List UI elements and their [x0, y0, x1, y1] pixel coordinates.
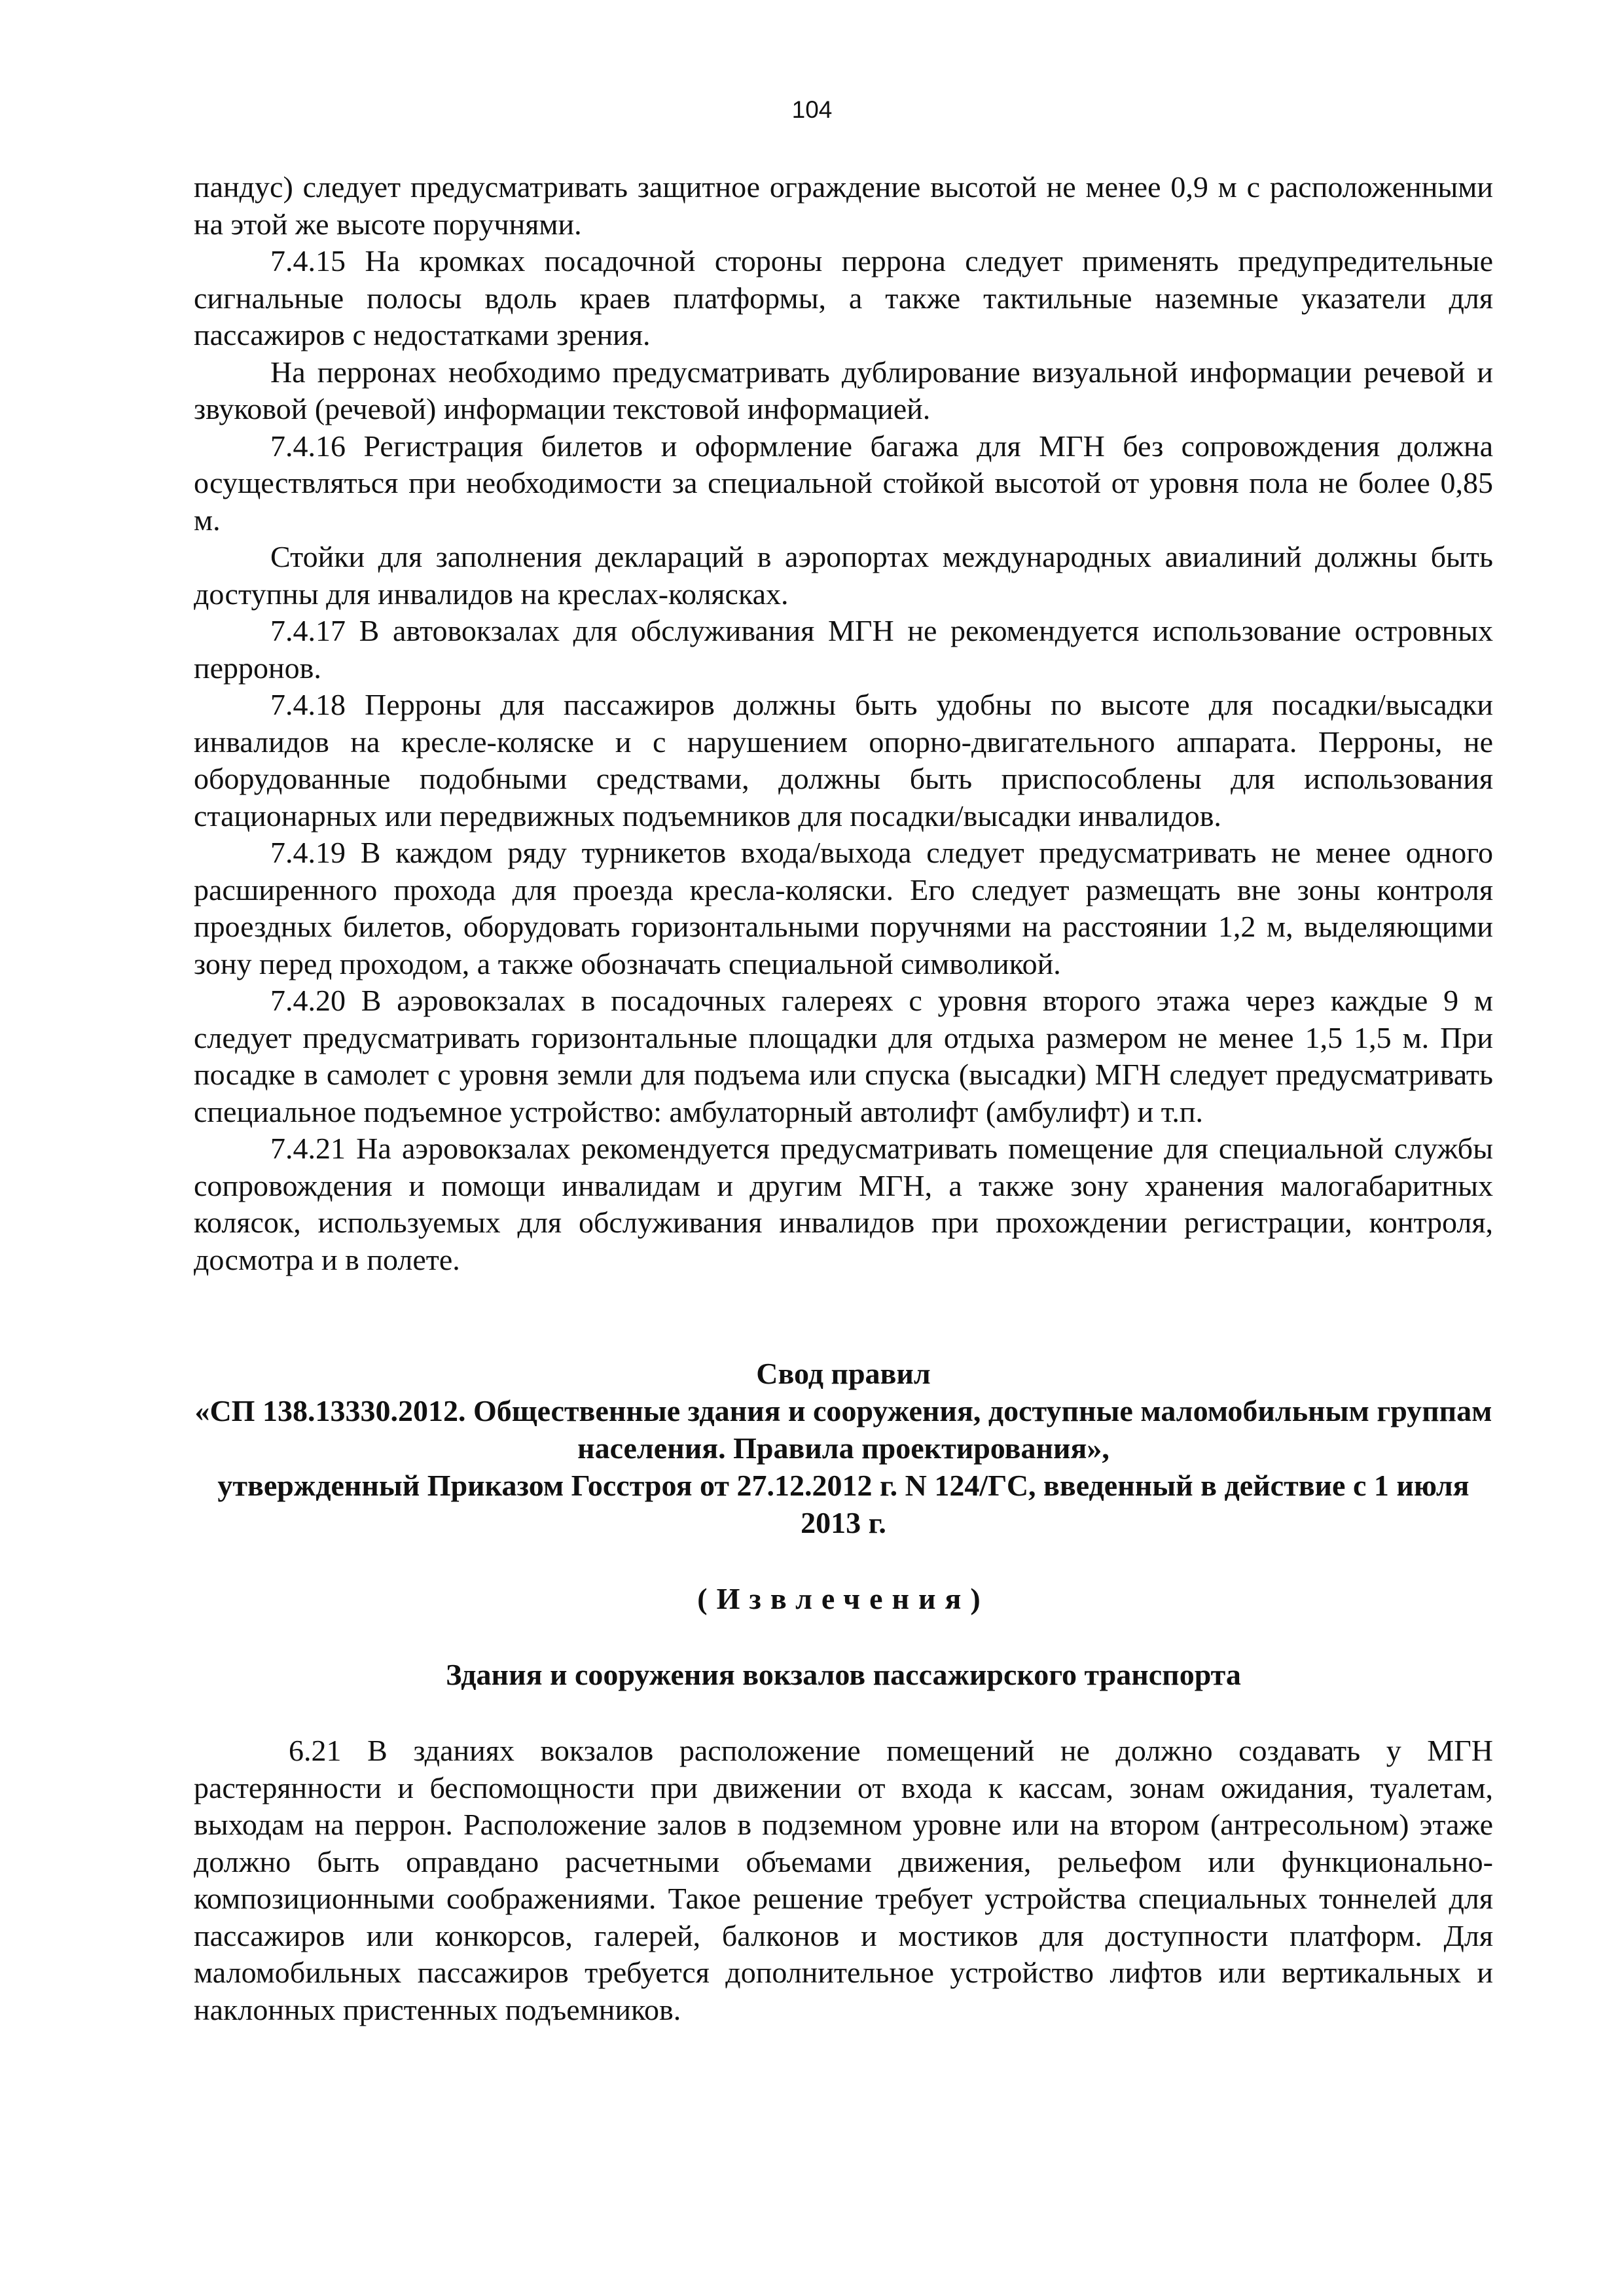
document-body — [194, 169, 1493, 2028]
paragraph-7-4-18: 7.4.18 Перроны для пассажиров должны быть удобны по высоте для посадки/высадки инвалидов на кресле-коляске и с нарушением опорно-двигательного аппарата. Перроны, не оборудованные подобными средствами, должны быть приспособлены для использования стационарных или передвижных подъемников для посадки/высадки инвалидов. — [194, 688, 1493, 833]
paragraph-7-4-15: 7.4.15 На кромках посадочной стороны перрона следует применять предупредительные сигнальные полосы вдоль краев платформы, а также тактильные наземные указатели для пассажиров с недостатками зрения. — [194, 244, 1493, 351]
paragraph-continuation: пандус) следует предусматривать защитное ограждение высотой не менее 0,9 м с расположенными на этой же высоте поручнями. — [194, 170, 1493, 241]
paragraph-7-4-21: 7.4.21 На аэровокзалах рекомендуется предусматривать помещение для специальной службы сопровождения и помощи инвалидам и другим МГН, а также зону хранения малогабаритных колясок, используемых для обслуживания инвалидов при прохождении регистрации, контроля, досмотра и в полете. — [194, 1132, 1493, 1276]
paragraph-perron-info: На перронах необходимо предусматривать дублирование визуальной информации речевой и звуковой (речевой) информации текстовой информацией. — [194, 355, 1493, 425]
section-title: Здания и сооружения вокзалов пассажирского транспорта — [446, 1658, 1241, 1691]
paragraph-declaration-counters: Стойки для заполнения деклараций в аэропортах международных авиалиний должны быть доступны для инвалидов на креслах-колясках. — [194, 540, 1493, 611]
page-number: 104 — [791, 96, 833, 123]
paragraph-7-4-20: 7.4.20 В аэровокзалах в посадочных галереях с уровня второго этажа через каждые 9 м следует предусматривать горизонтальные площадки для отдыха размером не менее 1,5 1,5 м. При посадке в самолет с уровня земли для подъема или спуска (высадки) МГН следует предусматривать специальное подъемное устройство: амбулаторный автолифт (амбулифт) и т.п. — [194, 984, 1493, 1128]
document-heading — [194, 1355, 1493, 1541]
paragraph-7-4-17: 7.4.17 В автовокзалах для обслуживания МГН не рекомендуется использование островных перронов. — [194, 614, 1493, 685]
extract-label: (Извлечения) — [697, 1582, 990, 1615]
heading-title: Свод правил — [756, 1357, 931, 1390]
heading-approval: утвержденный Приказом Госстроя от 27.12.2012 г. N 124/ГС, введенный в действие с 1 июля 2013 г. — [217, 1469, 1470, 1539]
paragraph-6-21: 6.21 В зданиях вокзалов расположение помещений не должно создавать у МГН растерянности и беспомощности при движении от входа к кассам, зонам ожидания, туалетам, выходам на перрон. Расположение залов в подземном уровне или на втором (антресольном) этаже должно быть оправдано расчетными объемами движения, рельефом или функционально-композиционными соображениями. Такое решение требует устройства специальных тоннелей для пассажиров или конкорсов, галерей, балконов и мостиков для доступности платформ. Для маломобильных пассажиров требуется дополнительное устройство лифтов или вертикальных и наклонных пристенных подъемников. — [194, 1734, 1493, 2026]
paragraph-7-4-19: 7.4.19 В каждом ряду турникетов входа/выхода следует предусматривать не менее одного расширенного прохода для проезда кресла-коляски. Его следует размещать вне зоны контроля проездных билетов, оборудовать горизонтальными поручнями на расстоянии 1,2 м, выделяющими зону перед проходом, а также обозначать специальной символикой. — [194, 836, 1493, 980]
paragraph-7-4-16: 7.4.16 Регистрация билетов и оформление багажа для МГН без сопровождения должна осуществляться при необходимости за специальной стойкой высотой от уровня пола не более 0,85 м. — [194, 429, 1493, 537]
heading-standard-name: «СП 138.13330.2012. Общественные здания и сооружения, доступные маломобильным группам населения. Правила проектирования», — [194, 1394, 1492, 1465]
